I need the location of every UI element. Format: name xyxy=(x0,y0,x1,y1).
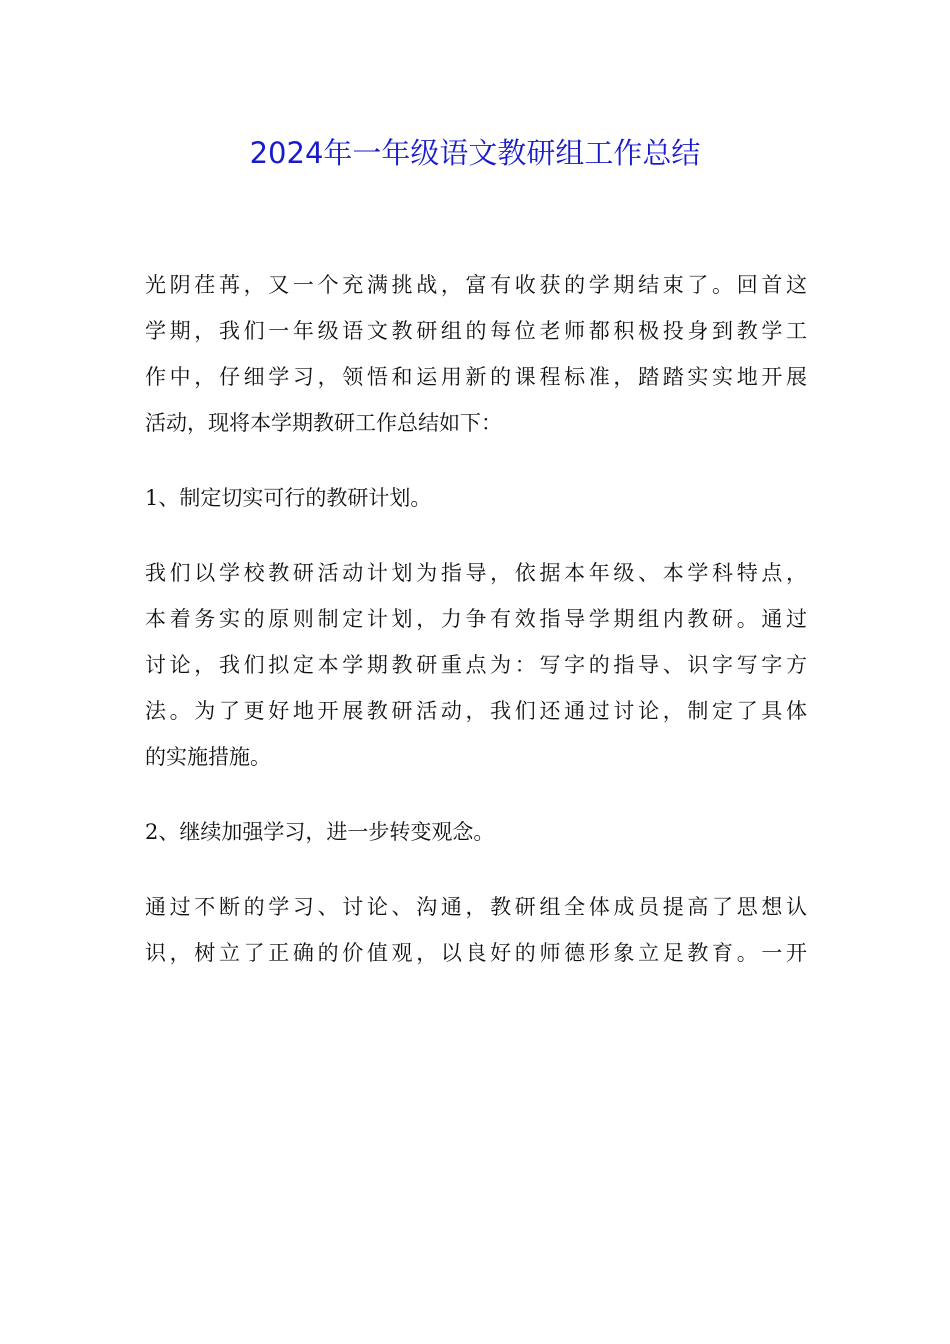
text-line: 活动，现将本学期教研工作总结如下： xyxy=(145,411,502,435)
text-line: 我们以学校教研活动计划为指导，依据本年级、本学科特点， xyxy=(145,561,807,585)
text-line: 的实施措施。 xyxy=(145,745,271,769)
paragraph-section-1 xyxy=(145,550,807,780)
text-line: 法。为了更好地开展教研活动，我们还通过讨论，制定了具体 xyxy=(145,699,807,723)
text-line: 讨论，我们拟定本学期教研重点为：写字的指导、识字写字方 xyxy=(145,653,807,677)
document-body xyxy=(145,262,807,1005)
text-line: 光阴荏苒，又一个充满挑战，富有收获的学期结束了。回首这 xyxy=(145,273,807,297)
paragraph-section-2 xyxy=(145,884,807,976)
paragraph-intro xyxy=(145,262,807,446)
text-line: 学期，我们一年级语文教研组的每位老师都积极投身到教学工 xyxy=(145,319,807,343)
text-line: 识，树立了正确的价值观，以良好的师德形象立足教育。一开 xyxy=(145,941,807,965)
text-line: 作中，仔细学习，领悟和运用新的课程标准，踏踏实实地开展 xyxy=(145,365,807,389)
text-line: 本着务实的原则制定计划，力争有效指导学期组内教研。通过 xyxy=(145,607,807,631)
text-line: 1、制定切实可行的教研计划。 xyxy=(145,486,432,510)
section-heading-2 xyxy=(145,809,807,855)
text-line: 通过不断的学习、讨论、沟通，教研组全体成员提高了思想认 xyxy=(145,895,807,919)
document-title: 2024年一年级语文教研组工作总结 xyxy=(249,136,701,170)
section-heading-1 xyxy=(145,475,807,521)
text-line: 2、继续加强学习，进一步转变观念。 xyxy=(145,820,495,844)
